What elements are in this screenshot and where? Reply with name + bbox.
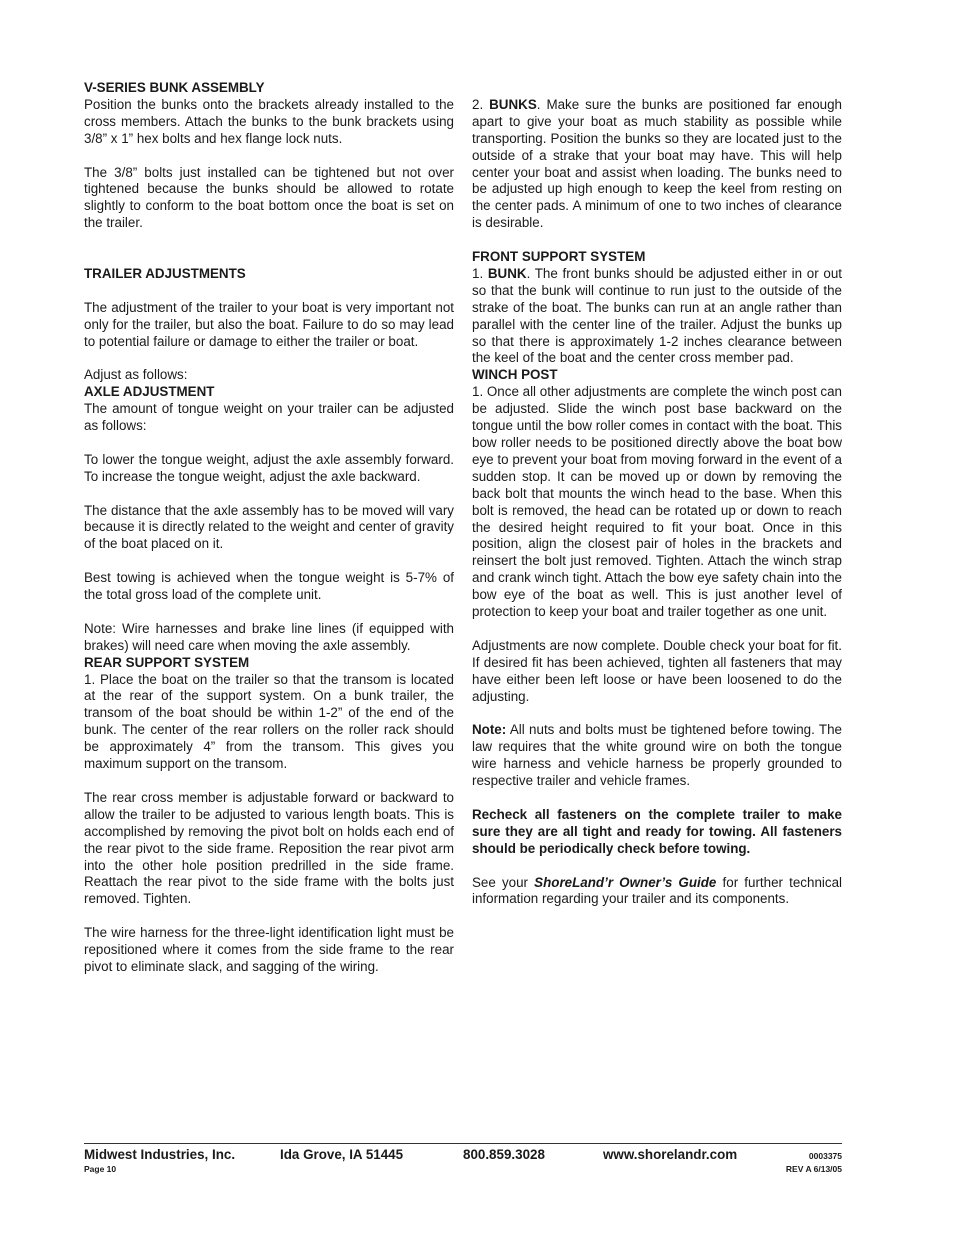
front-number: 1. (472, 265, 488, 281)
axle-paragraph-2: To lower the tongue weight, adjust the axle assembly forward. To increase the tongue weight, adjust the axle backward. (84, 451, 454, 484)
owners-guide-title: ShoreLand’r Owner’s Guide (534, 874, 717, 890)
see-your-text: See your (472, 874, 535, 890)
see-guide-text: for further technical information regarding your trailer and its components. (472, 874, 842, 907)
axle-heading: AXLE ADJUSTMENT (84, 384, 215, 400)
footer-revision: REV A 6/13/05 (785, 1164, 842, 1174)
rear-support-heading: REAR SUPPORT SYSTEM (84, 654, 250, 670)
trailer-paragraph-2: Adjust as follows: (84, 367, 188, 383)
winch-post-heading: WINCH POST (472, 367, 558, 383)
bunks-text: . Make sure the bunks are positioned far enough apart to give your boat as much stability as possible while transporting. Position the bunks so they are located just to the outside of a strake that your boat may have. This will help center your boat and assist when loading. The bunks need to be adjusted up high enough to keep the keel from resting on the center pads. A minimum of one to two inches of clearance is desirable. (472, 96, 843, 231)
rear-support-section (84, 655, 454, 976)
trailer-adjustments-heading: TRAILER ADJUSTMENTS (84, 265, 246, 281)
footer-company: Midwest Industries, Inc. (84, 1147, 236, 1162)
trailer-paragraph-1: The adjustment of the trailer to your boat is very important not only for the trailer, but also the boat. Failure to do so may lead to potential failure or damage to either the trailer or boat. (84, 299, 454, 349)
axle-paragraph-5: Note: Wire harnesses and brake line lines (if equipped with brakes) will need care when moving the axle assembly. (84, 620, 454, 653)
note-label: Note: (472, 722, 507, 738)
bunks-label: BUNKS (489, 96, 537, 112)
front-paragraph (472, 266, 842, 367)
footer-page-number: Page 10 (84, 1164, 117, 1174)
footer-phone: 800.859.3028 (463, 1147, 545, 1162)
vseries-section (84, 80, 454, 232)
rear-paragraph-2: The rear cross member is adjustable forward or backward to allow the trailer to be adjusted to various length boats. This is accomplished by removing the pivot bolt on holds each end of the rear pivot to the side frame. Reposition the rear pivot arm into the other hole position predrilled in the side frame. Reattach the rear pivot to the side frame with the bolts just removed. Tighten. (84, 789, 454, 907)
axle-paragraph-3: The distance that the axle assembly has to be moved will vary because it is directly related to the weight and center of gravity of the boat placed on it. (84, 502, 454, 552)
winch-paragraph: 1. Once all other adjustments are complete the winch post can be adjusted. Slide the winch post base backward on the tongue until the bow roller comes in contact with the boat. This bow roller needs to be positioned directly above the boat bow eye to prevent your boat from moving forward in the event of a sudden stop. It can be moved up or down by removing the back bolt that mounts the winch head to the base. When this bolt is removed, the head can be rotated up or down to reach the desired height required to fit your boat. Once in this position, align the closest pair of holes in the brackets and reinsert the bolt just removed. Tighten. Attach the winch strap and crank winch tight. Attach the bow eye safety chain into the bow eye of the boat as well. This is just another level of protection to keep your boat and trailer together as one unit. (472, 384, 842, 620)
front-support-section (472, 249, 842, 367)
owners-guide-paragraph (472, 875, 842, 909)
bunks-number: 2. (472, 96, 490, 112)
bunks-paragraph (472, 97, 842, 232)
winch-post-section (472, 367, 842, 908)
front-bunk-label: BUNK (487, 265, 527, 281)
complete-paragraph: Adjustments are now complete. Double check your boat for fit. If desired fit has been achieved, tighten all fasteners that may have either been left loose or have been loosened to do the adjusting. (472, 637, 842, 704)
recheck-text: Recheck all fasteners on the complete trailer to make sure they are all tight and ready for towing. All fasteners should be periodically check before towing. (472, 806, 842, 856)
front-text: . The front bunks should be adjusted either in or out so that the bunk will continue to run just to the outside of the strake of the boat. The bunks can run at an angle rather than parallel with the center line of the trailer. Adjust the bunks up so that there is approximately 1-2 inches clearance between the keel of the boat and the center cross member pad. (472, 265, 843, 366)
trailer-adjustments-section (84, 266, 454, 384)
axle-section (84, 384, 454, 654)
rear-paragraph-1: 1. Place the boat on the trailer so that the transom is located at the rear of the support system. On a bunk trailer, the transom of the boat should be within 1-2” of the end of the bunk. The center of the rear rollers on the roller rack should be approximately 4” from the transom. This gives you maximum support on the transom. (84, 671, 454, 772)
right-column (472, 80, 842, 925)
axle-paragraph-4: Best towing is achieved when the tongue weight is 5-7% of the total gross load of the complete unit. (84, 570, 454, 603)
axle-paragraph-1: The amount of tongue weight on your trailer can be adjusted as follows: (84, 401, 454, 434)
footer-doc-number: 0003375 (808, 1151, 842, 1161)
footer-website: www.shorelandr.com (603, 1147, 738, 1162)
vseries-paragraph-2: The 3/8” bolts just installed can be tightened but not over tightened because the bunks should be allowed to rotate slightly to conform to the boat bottom once the boat is set on the trailer. (84, 164, 454, 231)
note-paragraph (472, 722, 842, 790)
recheck-paragraph (472, 807, 842, 858)
footer-city: Ida Grove, IA 51445 (280, 1147, 404, 1162)
footer-rule (84, 1143, 842, 1144)
left-column (84, 80, 454, 993)
rear-paragraph-3: The wire harness for the three-light identification light must be repositioned where it comes from the side frame to the rear pivot to eliminate slack, and sagging of the wiring. (84, 925, 454, 974)
note-text: All nuts and bolts must be tightened before towing. The law requires that the white ground wire on both the tongue wire harness and vehicle harness be properly grounded to respective trailer and vehicle frames. (472, 722, 842, 789)
vseries-heading: V-SERIES BUNK ASSEMBLY (84, 80, 265, 95)
front-support-heading: FRONT SUPPORT SYSTEM (472, 249, 646, 265)
vseries-paragraph-1: Position the bunks onto the brackets already installed to the cross members. Attach the bunks to the bunk brackets using 3/8” x 1” hex bolts and hex flange lock nuts. (84, 96, 454, 146)
